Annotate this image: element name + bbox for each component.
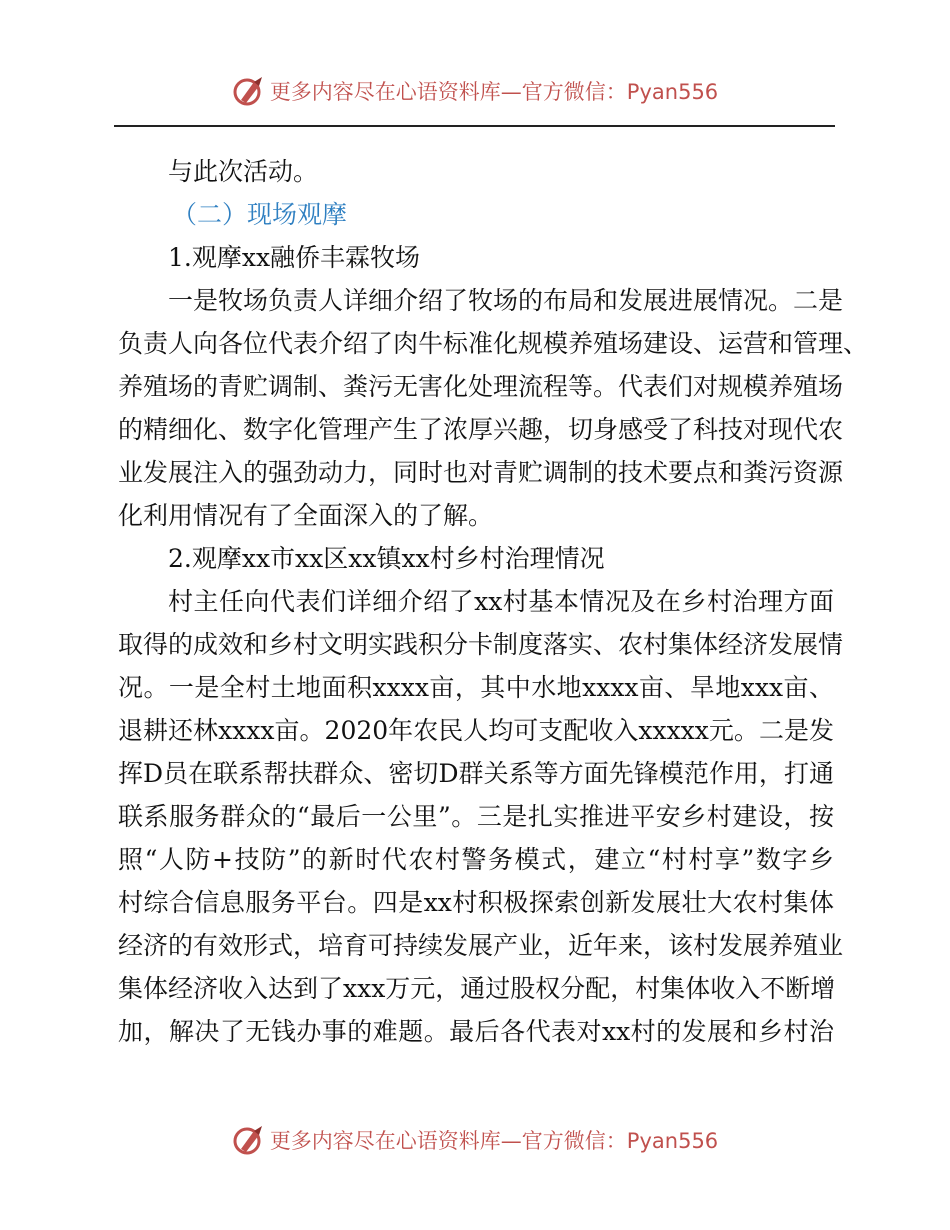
pen-nib-circle-icon: [232, 1123, 266, 1157]
paragraph-line: 况。一是全村土地面积xxxx亩，其中水地xxxx亩、旱地xxx亩、: [118, 673, 834, 702]
paragraph-line: 挥D员在联系帮扶群众、密切D群关系等方面先锋模范作用，打通: [118, 759, 834, 788]
paragraph-line: 照“人防+技防”的新时代农村警务模式，建立“村村享”数字乡: [118, 845, 834, 874]
header-divider: [114, 125, 835, 127]
section-heading: （二）现场观摩: [172, 200, 348, 229]
paragraph-line: 化利用情况有了全面深入的了解。: [118, 501, 494, 530]
paragraph-line: 联系服务群众的“最后一公里”。三是扎实推进平安乡村建设，按: [118, 802, 834, 831]
pen-nib-circle-icon: [232, 74, 266, 108]
paragraph-line: 取得的成效和乡村文明实践积分卡制度落实、农村集体经济发展情: [118, 630, 844, 659]
paragraph-line: 村综合信息服务平台。四是xx村积极探索创新发展壮大农村集体: [118, 888, 834, 917]
paragraph-line: 一是牧场负责人详细介绍了牧场的布局和发展进展情况。二是: [168, 286, 844, 315]
subsection-heading: 2.观摩xx市xx区xx镇xx村乡村治理情况: [168, 544, 605, 573]
paragraph-line: 与此次活动。: [168, 157, 319, 186]
paragraph-line: 加，解决了无钱办事的难题。最后各代表对xx村的发展和乡村治: [118, 1017, 834, 1046]
paragraph-line: 养殖场的青贮调制、粪污无害化处理流程等。代表们对规模养殖场: [118, 372, 844, 401]
paragraph-line: 业发展注入的强劲动力，同时也对青贮调制的技术要点和粪污资源: [118, 458, 844, 487]
paragraph-line: 集体经济收入达到了xxx万元，通过股权分配，村集体收入不断增: [118, 974, 836, 1003]
paragraph-line: 经济的有效形式，培育可持续发展产业，近年来，该村发展养殖业: [118, 931, 844, 960]
footer-banner-text: 更多内容尽在心语资料库—官方微信：Pyan556: [269, 1129, 719, 1153]
paragraph-line: 的精细化、数字化管理产生了浓厚兴趣，切身感受了科技对现代农: [118, 415, 844, 444]
paragraph-line: 退耕还林xxxx亩。2020年农民人均可支配收入xxxxx元。二是发: [118, 716, 834, 745]
document-body: [118, 150, 869, 1053]
footer-banner: [0, 1120, 950, 1160]
subsection-heading: 1.观摩xx融侨丰霖牧场: [168, 243, 421, 272]
paragraph-line: 村主任向代表们详细介绍了xx村基本情况及在乡村治理方面: [168, 587, 834, 616]
header-banner: [0, 71, 950, 111]
paragraph-line: 负责人向各位代表介绍了肉牛标准化规模养殖场建设、运营和管理、: [118, 329, 869, 358]
header-banner-text: 更多内容尽在心语资料库—官方微信：Pyan556: [269, 80, 719, 104]
